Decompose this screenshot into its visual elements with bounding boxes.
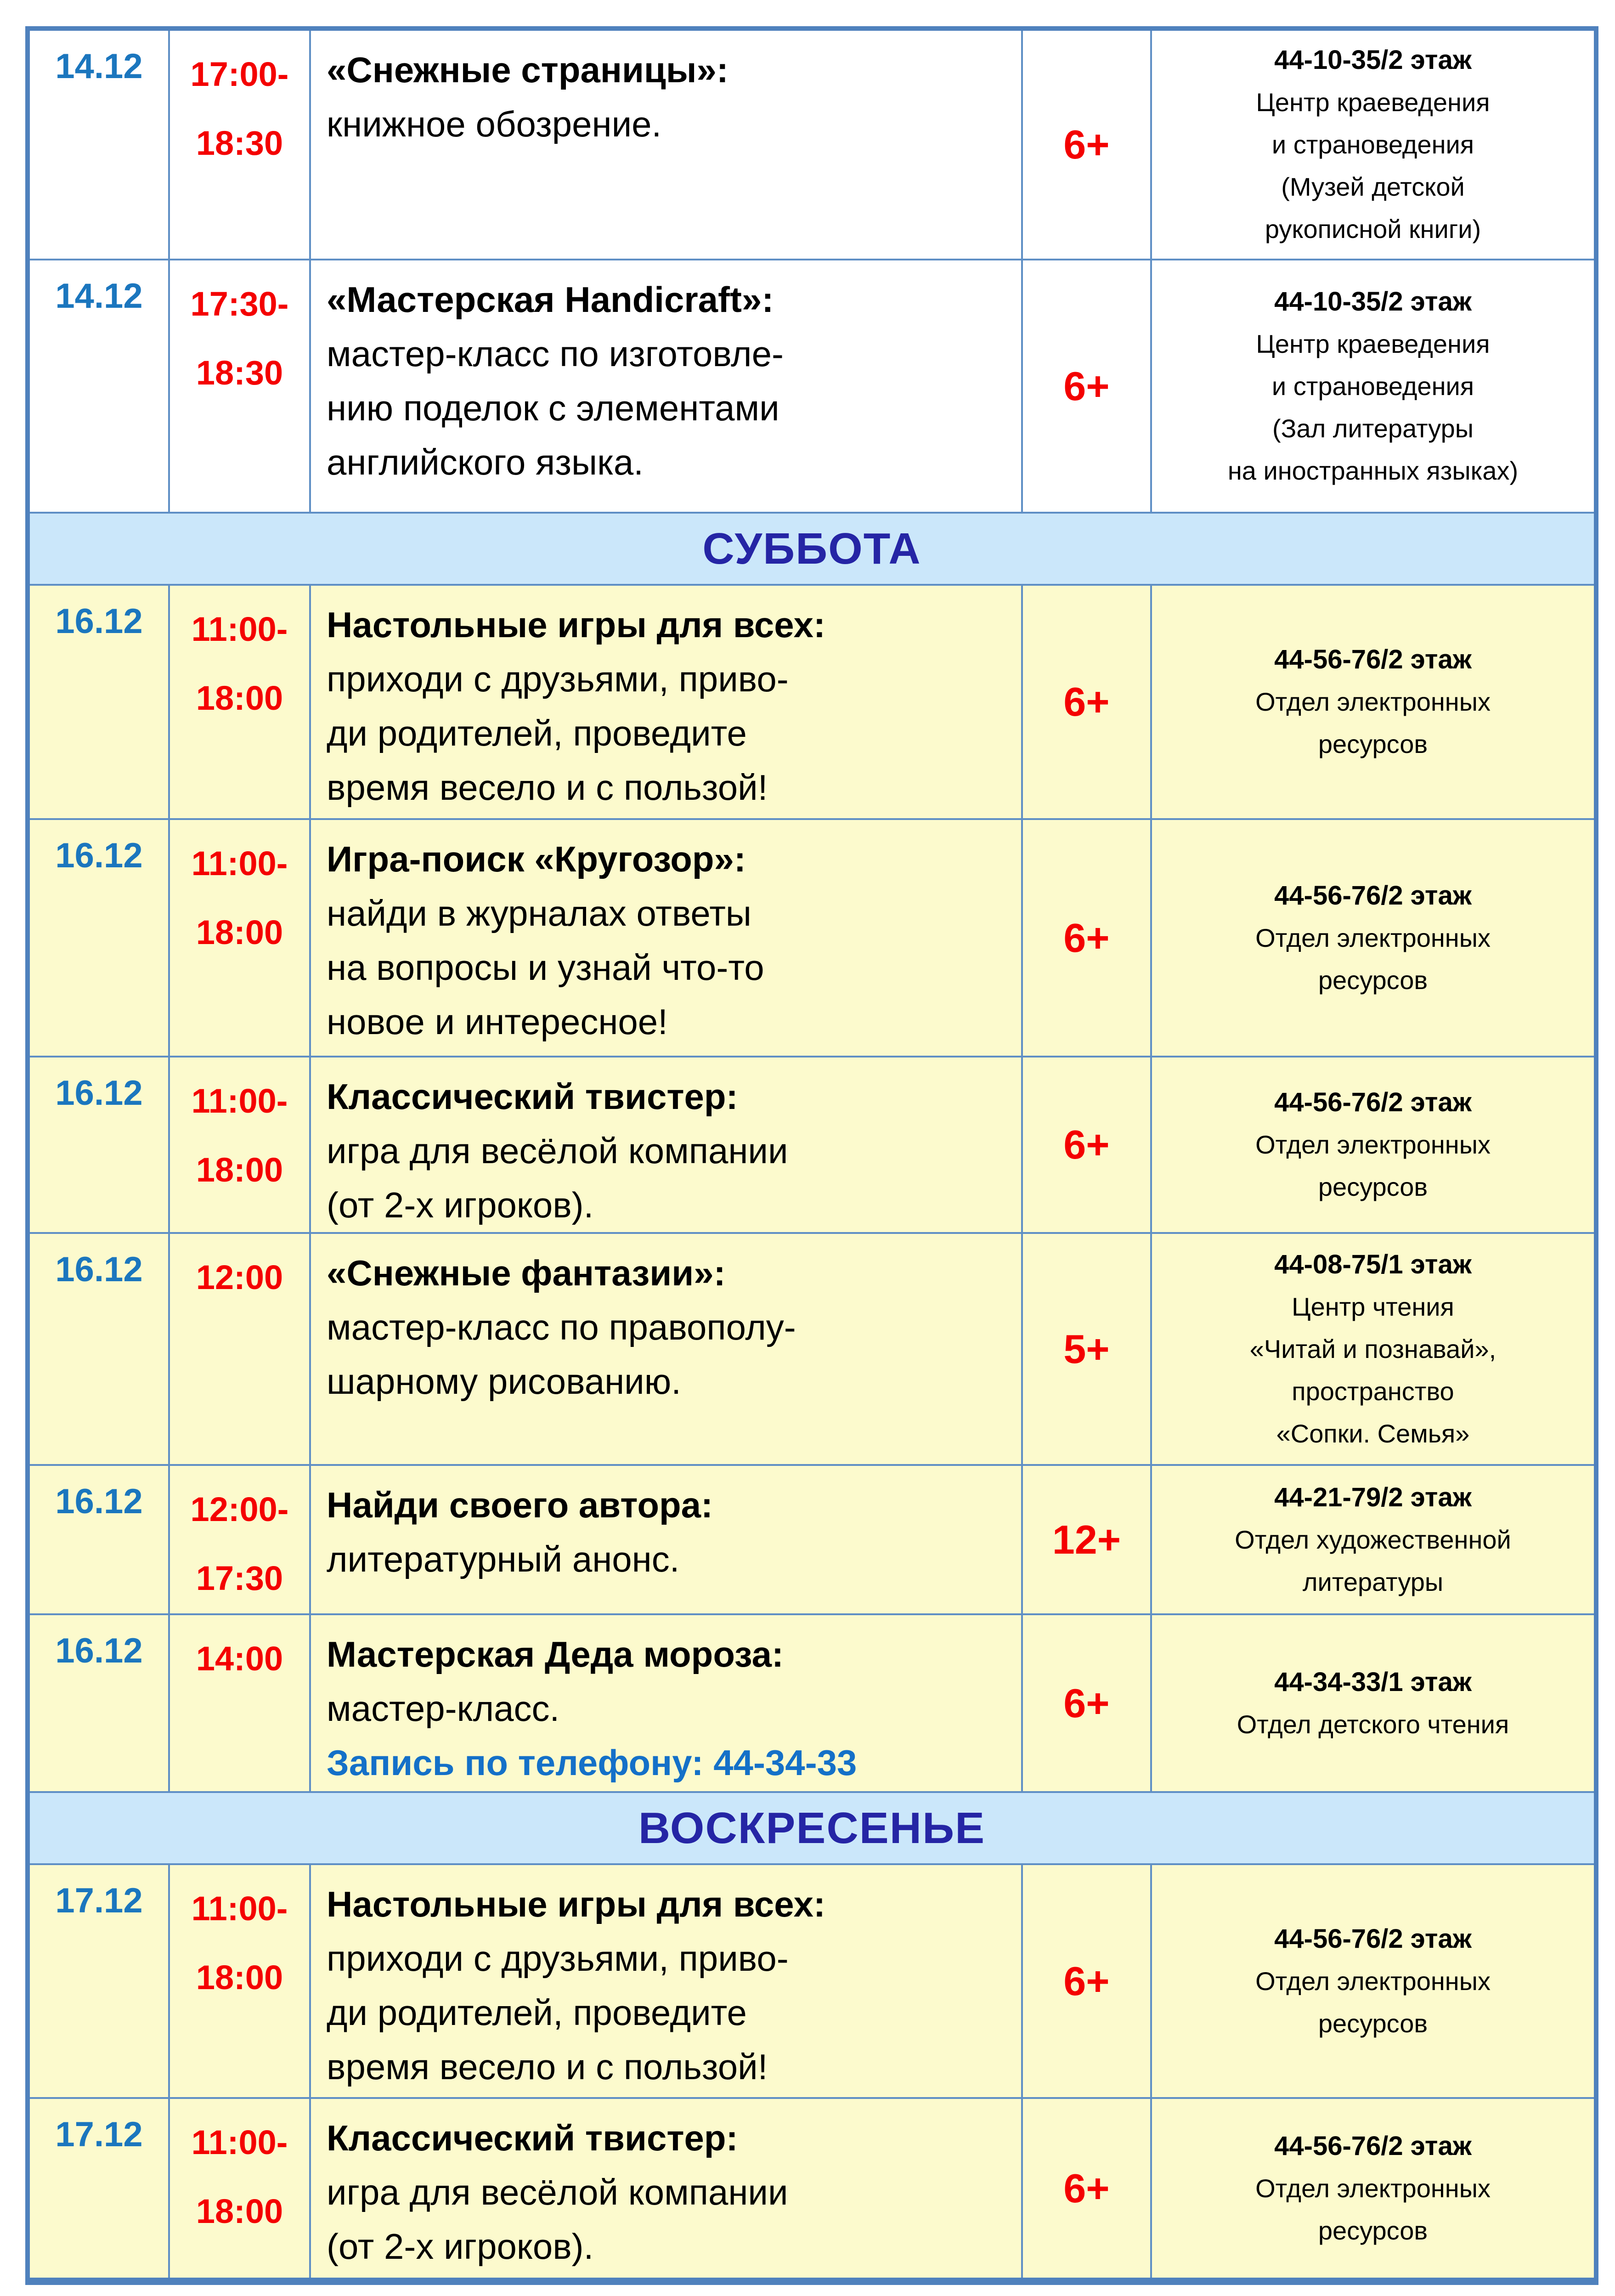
event-title: Настольные игры для всех: bbox=[327, 1884, 825, 1924]
location-line: ресурсов bbox=[1318, 965, 1428, 995]
location-line: 44-10-35/2 этаж bbox=[1274, 45, 1472, 75]
event-date: 16.12 bbox=[55, 836, 143, 875]
event-cell bbox=[310, 585, 1022, 819]
event-time-line: 11:00- bbox=[191, 2123, 288, 2161]
time-cell bbox=[169, 1233, 310, 1465]
location-line: (Музей детской bbox=[1281, 172, 1465, 201]
location-line: (Зал литературы bbox=[1272, 413, 1474, 443]
event-title: Настольные игры для всех: bbox=[327, 605, 825, 645]
event-time-line: 18:00 bbox=[196, 1958, 283, 1996]
age-cell bbox=[1022, 260, 1151, 513]
time-cell bbox=[169, 2098, 310, 2281]
event-cell bbox=[310, 1864, 1022, 2098]
location-line: 44-56-76/2 этаж bbox=[1274, 2131, 1472, 2161]
event-time-line: 11:00- bbox=[191, 1889, 288, 1928]
location-line: ресурсов bbox=[1318, 730, 1428, 758]
event-cell bbox=[310, 2098, 1022, 2281]
event-description-line: книжное обозрение. bbox=[327, 104, 662, 144]
location-line: литературы bbox=[1302, 1567, 1444, 1596]
location-line: Отдел электронных bbox=[1255, 2173, 1491, 2203]
time-cell bbox=[169, 28, 310, 260]
event-title: «Снежные фантазии»: bbox=[327, 1253, 726, 1293]
location-line: Отдел электронных bbox=[1255, 1966, 1491, 1996]
location-line: Отдел электронных bbox=[1255, 687, 1491, 716]
event-description-line: мастер-класс по правополу- bbox=[327, 1307, 796, 1347]
event-date: 16.12 bbox=[55, 1250, 143, 1289]
event-description-line: игра для весёлой компании bbox=[327, 1131, 788, 1171]
location-line: ресурсов bbox=[1318, 2008, 1428, 2038]
event-time-line: 11:00- bbox=[191, 844, 288, 882]
date-cell bbox=[28, 2098, 169, 2281]
event-time-line: 17:30 bbox=[196, 1559, 283, 1597]
event-description-line: мастер-класс по изготовле- bbox=[327, 334, 784, 374]
event-time-line: 12:00- bbox=[190, 1490, 289, 1528]
schedule-table bbox=[25, 26, 1598, 2285]
schedule-rows bbox=[28, 28, 1596, 2281]
location-cell bbox=[1151, 585, 1596, 819]
event-row bbox=[28, 28, 1596, 260]
event-description-line: на вопросы и узнай что-то bbox=[327, 947, 764, 988]
location-cell bbox=[1151, 1864, 1596, 2098]
event-title: Классический твистер: bbox=[327, 1076, 738, 1117]
location-cell bbox=[1151, 2098, 1596, 2281]
event-cell bbox=[310, 1465, 1022, 1614]
location-line: и страноведения bbox=[1271, 130, 1474, 159]
age-badge: 6+ bbox=[1063, 679, 1110, 724]
location-line: 44-08-75/1 этаж bbox=[1274, 1249, 1472, 1279]
event-date: 16.12 bbox=[55, 1631, 143, 1670]
event-row bbox=[28, 1233, 1596, 1465]
location-line: 44-56-76/2 этаж bbox=[1274, 645, 1472, 674]
location-line: 44-21-79/2 этаж bbox=[1274, 1482, 1472, 1512]
location-cell bbox=[1151, 260, 1596, 513]
event-time-line: 18:00 bbox=[196, 913, 283, 951]
location-cell bbox=[1151, 1614, 1596, 1792]
date-cell bbox=[28, 28, 169, 260]
event-cell bbox=[310, 1614, 1022, 1792]
age-cell bbox=[1022, 1465, 1151, 1614]
event-description-line: шарному рисованию. bbox=[327, 1361, 681, 1402]
time-cell bbox=[169, 1864, 310, 2098]
location-line: пространство bbox=[1292, 1376, 1454, 1406]
event-description-line: приходи с друзьями, приво- bbox=[327, 1938, 789, 1979]
location-line: ресурсов bbox=[1318, 1172, 1428, 1201]
event-date: 16.12 bbox=[55, 602, 143, 641]
date-cell bbox=[28, 1614, 169, 1792]
event-cell bbox=[310, 1233, 1022, 1465]
event-row bbox=[28, 1864, 1596, 2098]
time-cell bbox=[169, 1465, 310, 1614]
location-line: 44-34-33/1 этаж bbox=[1274, 1667, 1472, 1697]
location-line: 44-56-76/2 этаж bbox=[1274, 1923, 1472, 1954]
event-row bbox=[28, 585, 1596, 819]
event-date: 17.12 bbox=[55, 2115, 143, 2154]
location-line: Центр чтения bbox=[1292, 1292, 1454, 1321]
location-line: и страноведения bbox=[1271, 371, 1474, 401]
day-header-cell bbox=[28, 1792, 1596, 1864]
location-cell bbox=[1151, 1465, 1596, 1614]
event-row bbox=[28, 1465, 1596, 1614]
event-row bbox=[28, 260, 1596, 513]
age-cell bbox=[1022, 1614, 1151, 1792]
event-date: 14.12 bbox=[55, 47, 143, 86]
event-description-line: мастер-класс. bbox=[327, 1688, 560, 1729]
location-cell bbox=[1151, 1057, 1596, 1233]
location-line: «Читай и познавай», bbox=[1249, 1334, 1496, 1363]
event-title: Игра-поиск «Кругозор»: bbox=[327, 839, 746, 879]
location-line: 44-56-76/2 этаж bbox=[1274, 1087, 1472, 1117]
event-title: Мастерская Деда мороза: bbox=[327, 1634, 784, 1674]
event-description-line: игра для весёлой компании bbox=[327, 2172, 788, 2212]
age-badge: 6+ bbox=[1063, 363, 1110, 409]
event-title: Классический твистер: bbox=[327, 2118, 738, 2158]
location-line: Центр краеведения bbox=[1256, 88, 1490, 117]
event-time-line: 14:00 bbox=[196, 1640, 283, 1678]
event-row bbox=[28, 819, 1596, 1057]
event-title: «Снежные страницы»: bbox=[327, 50, 728, 90]
event-title: «Мастерская Handicraft»: bbox=[327, 279, 774, 320]
event-time-line: 11:00- bbox=[191, 610, 288, 648]
event-date: 16.12 bbox=[55, 1482, 143, 1521]
location-line: «Сопки. Семья» bbox=[1276, 1419, 1470, 1448]
event-cell bbox=[310, 819, 1022, 1057]
event-time-line: 12:00 bbox=[196, 1258, 283, 1296]
event-description-line: приходи с друзьями, приво- bbox=[327, 659, 789, 699]
date-cell bbox=[28, 260, 169, 513]
event-cell bbox=[310, 1057, 1022, 1233]
event-title: Найди своего автора: bbox=[327, 1485, 713, 1525]
event-description-line: ди родителей, проведите bbox=[327, 713, 747, 753]
event-description-line: время весело и с пользой! bbox=[327, 767, 768, 808]
event-time-line: 18:30 bbox=[196, 124, 283, 162]
event-row bbox=[28, 1057, 1596, 1233]
location-line: Отдел художественной bbox=[1235, 1525, 1511, 1554]
event-description-line: нию поделок с элементами bbox=[327, 388, 779, 428]
event-description-line: найди в журналах ответы bbox=[327, 893, 751, 933]
age-cell bbox=[1022, 1233, 1151, 1465]
age-cell bbox=[1022, 2098, 1151, 2281]
location-line: 44-56-76/2 этаж bbox=[1274, 880, 1472, 910]
event-time-line: 18:00 bbox=[196, 679, 283, 717]
age-badge: 6+ bbox=[1063, 915, 1110, 961]
age-cell bbox=[1022, 585, 1151, 819]
location-line: Отдел электронных bbox=[1255, 1130, 1491, 1159]
location-line: Центр краеведения bbox=[1256, 329, 1490, 358]
age-cell bbox=[1022, 1057, 1151, 1233]
event-description-line: (от 2-х игроков). bbox=[327, 1185, 594, 1225]
location-line: на иностранных языках) bbox=[1227, 456, 1519, 485]
event-date: 17.12 bbox=[55, 1881, 143, 1920]
location-line: Отдел электронных bbox=[1255, 923, 1491, 952]
day-header-cell bbox=[28, 513, 1596, 585]
date-cell bbox=[28, 1864, 169, 2098]
day-header-label: ВОСКРЕСЕНЬЕ bbox=[638, 1803, 986, 1853]
event-row bbox=[28, 1614, 1596, 1792]
age-badge: 6+ bbox=[1063, 1680, 1110, 1726]
event-cell bbox=[310, 260, 1022, 513]
location-cell bbox=[1151, 28, 1596, 260]
location-line: ресурсов bbox=[1318, 2216, 1428, 2245]
event-description-line: ди родителей, проведите bbox=[327, 1992, 747, 2033]
day-header-label: СУББОТА bbox=[702, 524, 921, 573]
date-cell bbox=[28, 1057, 169, 1233]
event-cell bbox=[310, 28, 1022, 260]
event-time-line: 11:00- bbox=[191, 1082, 288, 1120]
age-badge: 12+ bbox=[1052, 1516, 1121, 1562]
date-cell bbox=[28, 1465, 169, 1614]
event-row bbox=[28, 2098, 1596, 2281]
event-time-line: 18:30 bbox=[196, 354, 283, 392]
event-time-line: 17:30- bbox=[190, 285, 289, 323]
event-time-line: 18:00 bbox=[196, 2192, 283, 2230]
event-description-line: английского языка. bbox=[327, 442, 644, 482]
event-description-line: время весело и с пользой! bbox=[327, 2047, 768, 2087]
age-badge: 6+ bbox=[1063, 122, 1110, 167]
age-cell bbox=[1022, 1864, 1151, 2098]
time-cell bbox=[169, 1057, 310, 1233]
age-badge: 6+ bbox=[1063, 1958, 1110, 2004]
time-cell bbox=[169, 260, 310, 513]
location-cell bbox=[1151, 819, 1596, 1057]
age-badge: 6+ bbox=[1063, 2165, 1110, 2211]
age-badge: 5+ bbox=[1063, 1326, 1110, 1372]
event-note: Запись по телефону: 44-34-33 bbox=[327, 1742, 857, 1783]
date-cell bbox=[28, 585, 169, 819]
age-badge: 6+ bbox=[1063, 1122, 1110, 1167]
location-cell bbox=[1151, 1233, 1596, 1465]
event-date: 14.12 bbox=[55, 277, 143, 316]
event-description-line: литературный анонс. bbox=[327, 1539, 680, 1579]
event-description-line: (от 2-х игроков). bbox=[327, 2226, 594, 2267]
age-cell bbox=[1022, 819, 1151, 1057]
event-date: 16.12 bbox=[55, 1074, 143, 1113]
date-cell bbox=[28, 819, 169, 1057]
day-header-row bbox=[28, 1792, 1596, 1864]
age-cell bbox=[1022, 28, 1151, 260]
location-line: рукописной книги) bbox=[1265, 215, 1481, 243]
location-line: 44-10-35/2 этаж bbox=[1274, 286, 1472, 317]
event-time-line: 17:00- bbox=[190, 55, 289, 93]
event-description-line: новое и интересное! bbox=[327, 1001, 668, 1042]
event-time-line: 18:00 bbox=[196, 1151, 283, 1189]
time-cell bbox=[169, 1614, 310, 1792]
date-cell bbox=[28, 1233, 169, 1465]
day-header-row bbox=[28, 513, 1596, 585]
time-cell bbox=[169, 585, 310, 819]
time-cell bbox=[169, 819, 310, 1057]
location-line: Отдел детского чтения bbox=[1237, 1709, 1509, 1739]
